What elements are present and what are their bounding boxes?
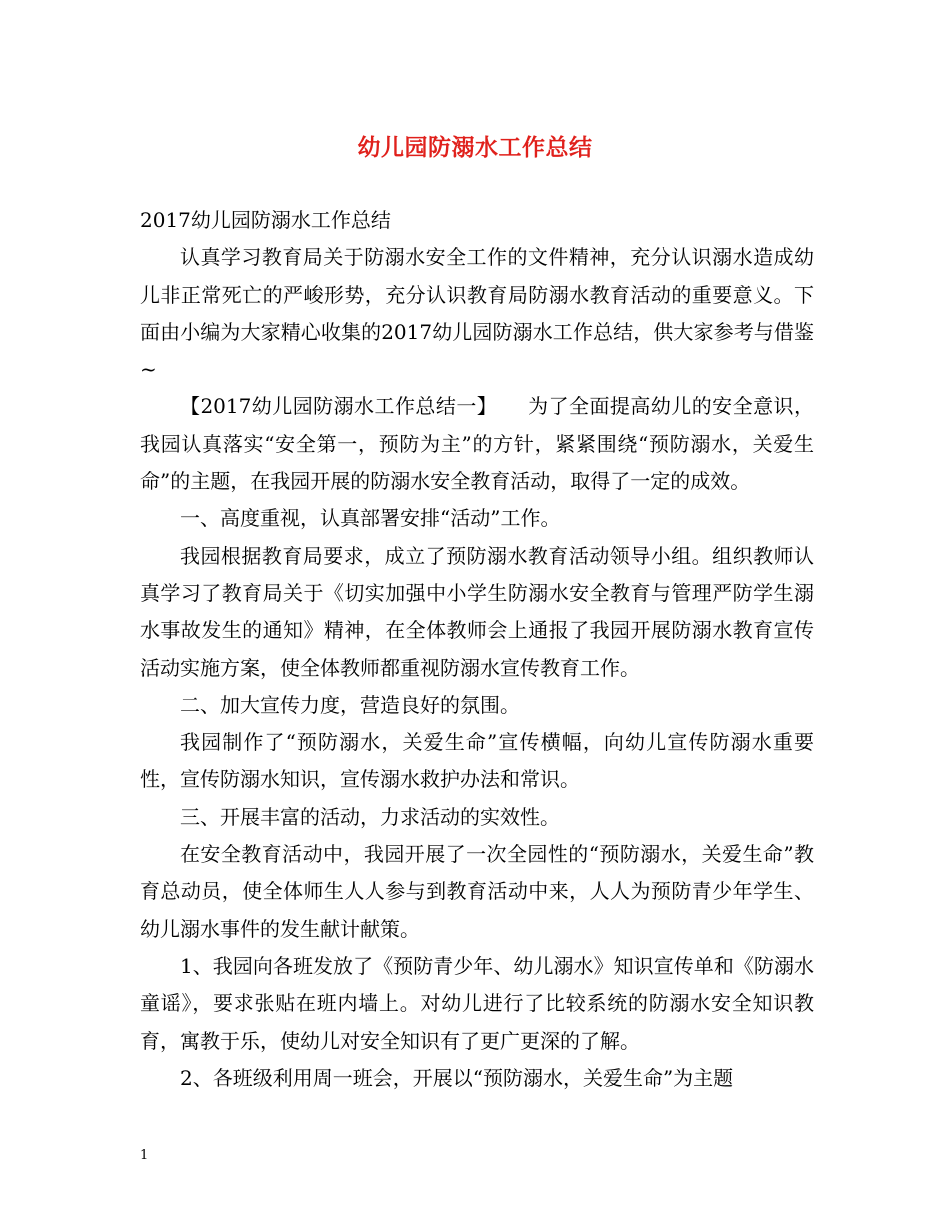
- paragraph-intro: 认真学习教育局关于防溺水安全工作的文件精神，充分认识溺水造成幼儿非正常死亡的严峻形势，充分认识教育局防溺水教育活动的重要意义。下面由小编为大家精心收集的2017幼儿园防溺水工作总结，供大家参考与借鉴~: [140, 245, 814, 382]
- paragraph-subtitle: 2017幼儿园防溺水工作总结: [140, 208, 391, 232]
- heading-part-three: 三、开展丰富的活动，力求活动的实效性。: [180, 804, 560, 829]
- page-number: 1: [140, 1148, 149, 1163]
- heading-part-one: 一、高度重视，认真部署安排“活动”工作。: [180, 506, 561, 531]
- paragraph-part-one: 我园根据教育局要求，成立了预防溺水教育活动领导小组。组织教师认真学习了教育局关于《切实加强中小学生防溺水安全教育与管理严防学生溺水事故发生的通知》精神，在全体教师会上通报了我园开展防溺水教育宣传活动实施方案，使全体教师都重视防溺水宣传教育工作。: [140, 543, 814, 680]
- paragraph-item-one: 1、我园向各班发放了《预防青少年、幼儿溺水》知识宣传单和《防溺水童谣》，要求张贴在班内墙上。对幼儿进行了比较系统的防溺水安全知识教育，寓教于乐，使幼儿对安全知识有了更广更深的了解。: [140, 953, 814, 1053]
- paragraph-item-two: 2、各班级利用周一班会，开展以“预防溺水，关爱生命”为主题: [180, 1065, 734, 1090]
- document-title: 幼儿园防溺水工作总结: [357, 134, 593, 161]
- document-body: [140, 202, 814, 1097]
- heading-part-two: 二、加大宣传力度，营造良好的氛围。: [180, 692, 520, 717]
- paragraph-part-two: 我园制作了“预防溺水，关爱生命”宣传横幅，向幼儿宣传防溺水重要性，宣传防溺水知识，宣传溺水救护办法和常识。: [140, 730, 814, 792]
- paragraph-part-three: 在安全教育活动中，我园开展了一次全园性的“预防溺水，关爱生命”教育总动员，使全体师生人人参与到教育活动中来，人人为预防青少年学生、幼儿溺水事件的发生献计献策。: [140, 842, 814, 941]
- paragraph-section-one-opening: 【2017幼儿园防溺水工作总结一】 为了全面提高幼儿的安全意识，我园认真落实“安全第一，预防为主”的方针，紧紧围绕“预防溺水，关爱生命”的主题，在我园开展的防溺水安全教育活动，取得了一定的成效。: [140, 394, 814, 494]
